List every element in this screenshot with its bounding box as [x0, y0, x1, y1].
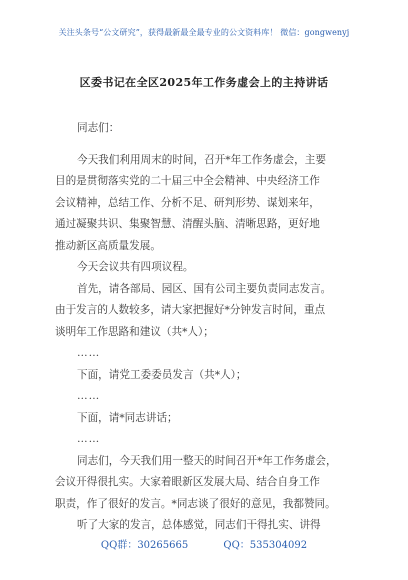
- body-line: 职责，作了很好的发言。*同志谈了很好的意见，我都赞同。: [55, 497, 336, 510]
- body-line: ……: [77, 390, 101, 402]
- footer: [0, 536, 408, 551]
- footer-qq: QQ：535304092: [223, 540, 308, 551]
- footer-qq-group: QQ群：30265665: [100, 540, 189, 551]
- header-banner: 关注头条号“公文研究”，获得最新最全最专业的公文资料库！ 微信：gongwenyj: [58, 28, 350, 37]
- body-line: 谈明年工作思路和建议（共*人）；: [55, 325, 214, 338]
- body-line: 今天会议共有四项议程。: [77, 261, 194, 273]
- body-line: 推动新区高质量发展。: [55, 239, 161, 252]
- body-line: 同志们：: [77, 122, 120, 134]
- paragraph-gap: [55, 140, 360, 150]
- document-title: 区委书记在全区2025年工作务虚会上的主持讲话: [79, 76, 329, 89]
- body-line: 由于发言的人数较多，请大家把握好*分钟发言时间，重点: [55, 304, 326, 316]
- body-line: 听了大家的发言，总体感觉，同志们干得扎实、讲得: [77, 519, 321, 531]
- body-line: ……: [77, 347, 101, 359]
- body-line: 通过凝聚共识、集聚智慧、清醒头脑、清晰思路，更好地: [55, 218, 320, 230]
- body-line: 会议精神，总结工作、分析不足、研判形势、谋划来年，: [55, 196, 320, 209]
- body-line: 下面，请*同志讲话；: [77, 411, 178, 424]
- body-line: 目的是贯彻落实党的二十届三中全会精神、中央经济工作: [55, 175, 320, 187]
- body-line: 同志们，今天我们用一整天的时间召开*年工作务虚会，: [77, 454, 337, 467]
- body-line: ……: [77, 433, 101, 445]
- body-line: 今天我们利用周末的时间，召开*年工作务虚会，主要: [77, 153, 326, 166]
- body-line: 会议开得很扎实。大家着眼新区发展大局、结合自身工作: [55, 476, 320, 488]
- body-line: 下面，请党工委委员发言（共*人）；: [77, 368, 247, 381]
- document-body: [55, 118, 360, 537]
- body-line: 首先，请各部局、园区、国有公司主要负责同志发言。: [77, 282, 332, 295]
